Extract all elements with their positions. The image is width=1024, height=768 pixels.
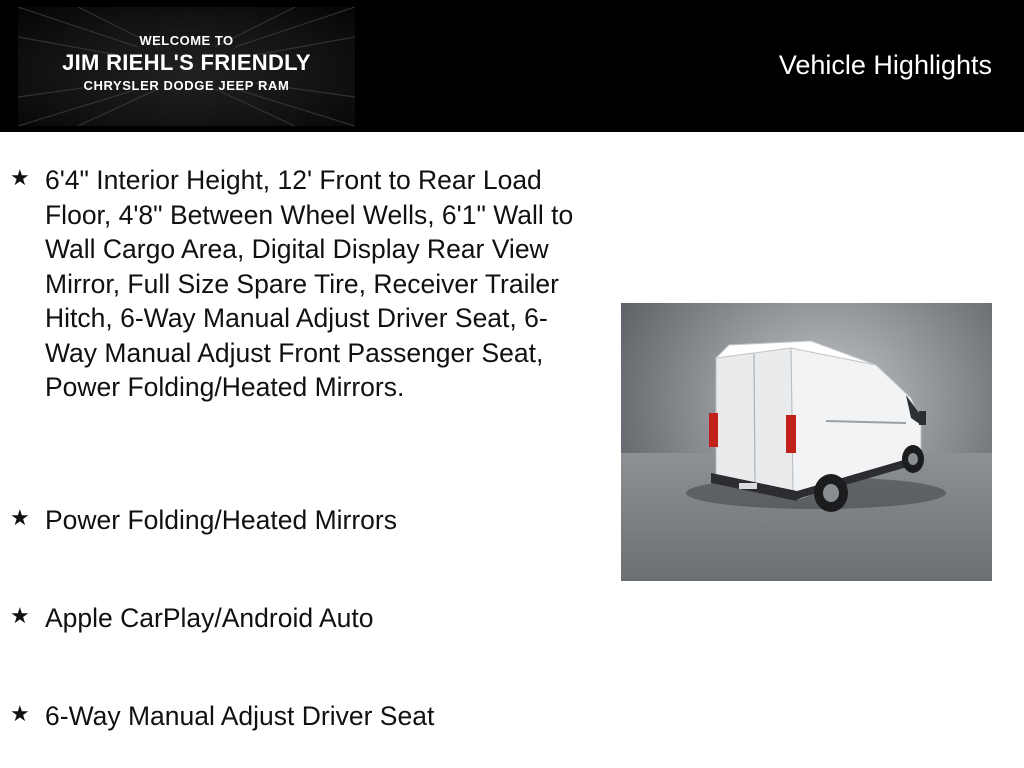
star-icon: ★ bbox=[10, 701, 30, 726]
logo-brands-text: CHRYSLER DODGE JEEP RAM bbox=[83, 78, 290, 93]
dealer-logo[interactable] bbox=[18, 7, 355, 126]
highlight-text: Apple CarPlay/Android Auto bbox=[45, 603, 374, 633]
header-banner bbox=[0, 0, 1024, 132]
logo-dealer-name: JIM RIEHL'S FRIENDLY bbox=[62, 50, 311, 75]
highlight-text: Power Folding/Heated Mirrors bbox=[45, 505, 397, 535]
star-icon: ★ bbox=[10, 165, 30, 190]
cargo-van-image bbox=[621, 303, 992, 581]
logo-welcome-text: WELCOME TO bbox=[139, 33, 234, 48]
star-icon: ★ bbox=[10, 603, 30, 628]
vehicle-photo[interactable] bbox=[621, 303, 992, 581]
page-title: Vehicle Highlights bbox=[778, 50, 992, 80]
highlight-text: 6-Way Manual Adjust Driver Seat bbox=[45, 701, 435, 731]
star-icon: ★ bbox=[10, 505, 30, 530]
highlight-text: 6'4" Interior Height, 12' Front to Rear Load Floor, 4'8" Between Wheel Wells, 6'1" Wall to Wall Cargo Area, Digital Display Rear View Mirror, Full Size Spare Tire, Receiver Trailer Hitch, 6-Way Manual Adjust Driver Seat, 6-Way Manual Adjust Front Passenger Seat, Power Folding/Heated Mirrors. bbox=[45, 165, 574, 402]
